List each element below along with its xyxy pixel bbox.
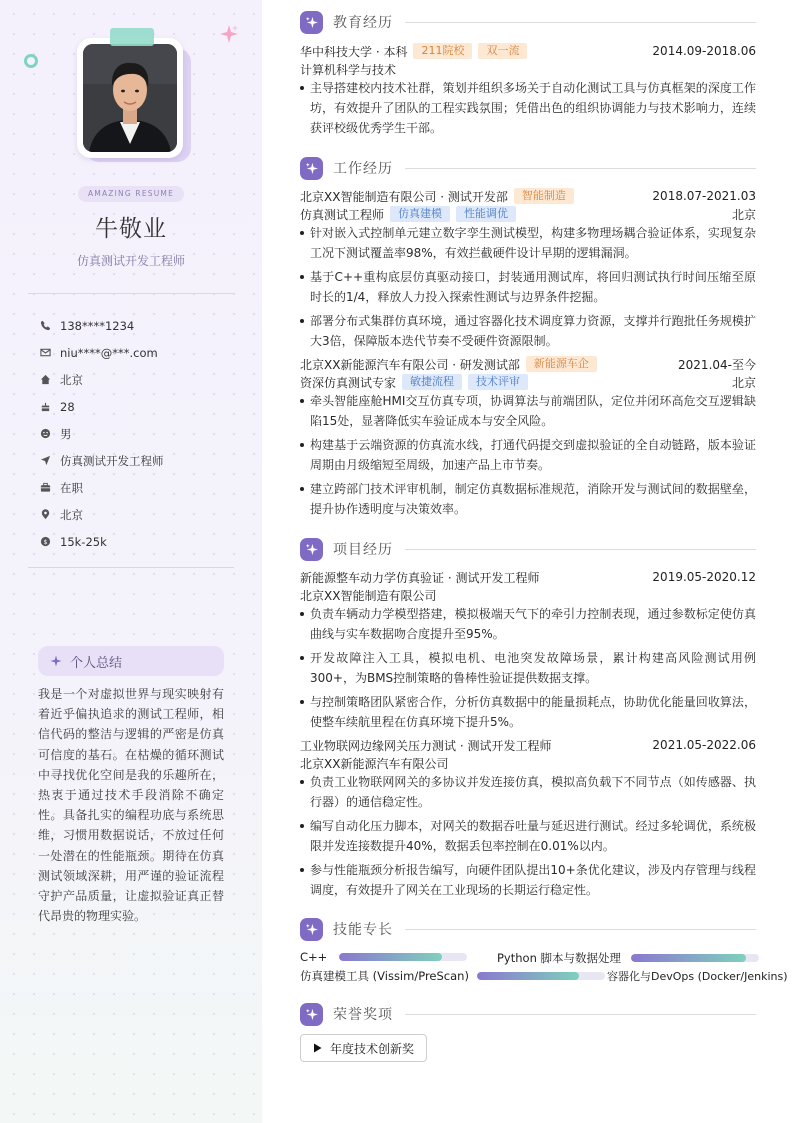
skill-item <box>607 968 788 984</box>
info-age <box>40 393 240 420</box>
summary-heading <box>38 646 224 676</box>
skill-bar <box>339 953 467 961</box>
section-title: 工作经历 <box>333 161 393 177</box>
skill-name: 容器化与DevOps (Docker/Jenkins) <box>607 970 788 983</box>
bullet-item: 构建基于云端资源的仿真流水线，打通代码提交到虚拟验证的全自动链路，版本验证周期由月级缩短至周级，加速产品上市节奏。 <box>300 435 756 475</box>
project-name: 新能源整车动力学仿真验证 · 测试开发工程师 <box>300 570 540 585</box>
job-bullets <box>300 391 756 523</box>
info-status <box>40 474 240 501</box>
education-bullets <box>300 78 756 142</box>
info-text: 仿真测试开发工程师 <box>60 453 164 468</box>
summary-text: 我是一个对虚拟世界与现实映射有着近乎偏执追求的测试工程师，相信代码的整洁与逻辑的严密是仿真可信度的基石。在枯燥的循环测试中寻找优化空间是我的乐趣所在，热衷于通过技术手段消除不确定性。具备扎实的编程功底与系统思维，习惯用数据说话，不放过任何一处潜在的性能瓶颈。期待在仿真测试领域深耕，用严谨的验证流程守护产品质量，让虚拟验证真正替代昂贵的物理实验。 <box>38 687 224 924</box>
bullet-item: 开发故障注入工具，模拟电机、电池突发故障场景，累计构建高风险测试用例300+，为BMS控制策略的鲁棒性验证提供数据支撑。 <box>300 648 756 688</box>
role-tag: 敏捷流程 <box>402 374 462 390</box>
info-email <box>40 339 240 366</box>
project-name: 工业物联网边缘网关压力测试 · 测试开发工程师 <box>300 738 552 753</box>
candidate-name: 牛敬业 <box>95 216 167 242</box>
bullet-item: 负责车辆动力学模型搭建，模拟极端天气下的牵引力控制表现，通过参数标定使仿真曲线与实车数据吻合度提升至95%。 <box>300 604 756 644</box>
bullet-item: 建立跨部门技术评审机制，制定仿真数据标准规范，消除开发与测试间的数据壁垒，提升协作透明度与决策效率。 <box>300 479 756 519</box>
job-city: 北京 <box>731 207 756 222</box>
section-honors <box>300 1002 756 1026</box>
sparkle-icon <box>300 157 323 180</box>
mail-icon <box>40 347 60 359</box>
bullet-item: 参与性能瓶颈分析报告编写，向硬件团队提出10+条优化建议，涉及内存管理与线程调度，有效提升了网关在工业现场的长期运行稳定性。 <box>300 860 756 900</box>
section-skills <box>300 917 756 941</box>
job-city: 北京 <box>731 375 756 390</box>
education-header <box>300 42 756 60</box>
project-date: 2021.05-2022.06 <box>652 738 756 752</box>
sparkle-icon <box>300 1003 323 1026</box>
skill-bar-fill <box>631 954 746 962</box>
bullet-item: 负责工业物联网网关的多协议并发连接仿真，模拟高负载下不同节点（如传感器、执行器）的通信稳定性。 <box>300 772 756 812</box>
honor-label: 年度技术创新奖 <box>330 1041 415 1056</box>
briefcase-icon <box>40 482 60 494</box>
sparkle-icon <box>50 655 62 667</box>
company-tag: 智能制造 <box>514 188 574 204</box>
section-education <box>300 10 756 34</box>
profile-photo <box>83 44 177 152</box>
job-role: 仿真测试工程师 <box>300 207 385 222</box>
decorative-ring-icon <box>24 54 38 68</box>
bullet-item: 部署分布式集群仿真环境，通过容器化技术调度算力资源，支撑并行跑批任务规模扩大3倍，保障版本迭代节奏不受硬件资源限制。 <box>300 311 756 351</box>
skill-item <box>300 968 605 984</box>
honor-item-button[interactable] <box>300 1034 427 1062</box>
role-tag: 仿真建模 <box>390 206 450 222</box>
resume-badge: AMAZING RESUME <box>78 186 184 202</box>
project-bullets <box>300 772 756 904</box>
job-date: 2021.04-至今 <box>678 357 756 372</box>
section-projects <box>300 537 756 561</box>
project-company-row <box>300 754 756 772</box>
project-header <box>300 568 756 586</box>
section-title: 教育经历 <box>333 15 393 31</box>
major: 计算机科学与技术 <box>300 62 397 77</box>
school-tag: 211院校 <box>413 43 472 59</box>
job-header <box>300 355 756 373</box>
info-text: 28 <box>60 399 75 414</box>
info-text: 北京 <box>60 372 83 387</box>
gender-icon <box>40 428 60 440</box>
info-text: 北京 <box>60 507 83 522</box>
school-tag: 双一流 <box>478 43 527 59</box>
skill-item <box>300 950 467 964</box>
bullet-item: 牵头智能座舱HMI交互仿真专项，协调算法与前端团队，定位并闭环高危交互逻辑缺陷15处，显著降低实车验证成本与安全风险。 <box>300 391 756 431</box>
bullet-item: 主导搭建校内技术社群，策划并组织多场关于自动化测试工具与仿真框架的深度工作坊，有效提升了团队的工程实践氛围；凭借出色的组织协调能力与技术影响力，连续获评校级优秀学生干部。 <box>300 78 756 138</box>
job-company: 北京XX智能制造有限公司 · 测试开发部 <box>300 189 508 204</box>
skill-item <box>497 950 759 966</box>
skill-bar <box>477 972 605 980</box>
phone-icon <box>40 320 60 332</box>
divider <box>28 293 234 294</box>
play-icon <box>313 1043 322 1053</box>
job-date: 2018.07-2021.03 <box>652 189 756 203</box>
company-tag: 新能源车企 <box>526 356 597 372</box>
project-bullets <box>300 604 756 736</box>
info-salary <box>40 528 240 555</box>
skill-bar-fill <box>477 972 579 980</box>
svg-text:$: $ <box>43 537 48 546</box>
project-company-row <box>300 586 756 604</box>
home-icon <box>40 374 60 386</box>
section-title: 技能专长 <box>333 922 393 938</box>
info-text: niu****@***.com <box>60 345 158 360</box>
project-date: 2019.05-2020.12 <box>652 570 756 584</box>
project-company: 北京XX智能制造有限公司 <box>300 588 437 603</box>
role-tag: 技术评审 <box>468 374 528 390</box>
job-role: 资深仿真测试专家 <box>300 375 397 390</box>
job-role-row <box>300 373 756 391</box>
avatar <box>77 38 189 160</box>
location-pin-icon <box>40 509 60 521</box>
section-title: 荣誉奖项 <box>333 1007 393 1023</box>
skill-name: 仿真建模工具 (Vissim/PreScan) <box>300 969 469 983</box>
section-work <box>300 156 756 180</box>
sparkle-icon <box>300 11 323 34</box>
project-header <box>300 736 756 754</box>
info-text: 男 <box>60 426 72 441</box>
salary-icon <box>40 536 60 548</box>
education-major-row <box>300 60 756 78</box>
summary-heading-label: 个人总结 <box>70 655 123 671</box>
section-title: 项目经历 <box>333 542 393 558</box>
info-text: 15k-25k <box>60 534 107 549</box>
role-tag: 性能调优 <box>456 206 516 222</box>
sparkle-icon <box>300 918 323 941</box>
project-company: 北京XX新能源汽车有限公司 <box>300 756 449 771</box>
education-date: 2014.09-2018.06 <box>652 44 756 58</box>
sparkle-icon <box>219 24 239 44</box>
divider <box>28 567 234 568</box>
candidate-title: 仿真测试开发工程师 <box>76 254 185 268</box>
bullet-item: 与控制策略团队紧密合作，分析仿真数据中的能量损耗点，协助优化能量回收算法，使整车续航里程在仿真环境下提升5%。 <box>300 692 756 732</box>
skill-bar-fill <box>339 953 441 961</box>
bullet-item: 针对嵌入式控制单元建立数字孪生测试模型，构建多物理场耦合验证体系，实现复杂工况下测试覆盖率98%，有效拦截硬件设计早期的逻辑漏洞。 <box>300 223 756 263</box>
job-bullets <box>300 223 756 355</box>
info-phone <box>40 312 240 339</box>
info-location <box>40 501 240 528</box>
sidebar <box>0 0 262 1123</box>
job-header <box>300 187 756 205</box>
send-icon <box>40 455 60 467</box>
skill-name: Python 脚本与数据处理 <box>497 951 622 965</box>
bullet-item: 编写自动化压力脚本，对网关的数据吞吐量与延迟进行测试。经过多轮调优，系统极限并发连接数提升40%，数据丢包率控制在0.01%以内。 <box>300 816 756 856</box>
sparkle-icon <box>300 538 323 561</box>
decorative-tape <box>110 28 154 46</box>
job-company: 北京XX新能源汽车有限公司 · 研发测试部 <box>300 357 520 372</box>
school-name: 华中科技大学 · 本科 <box>300 44 408 59</box>
info-text: 在职 <box>60 480 83 495</box>
job-role-row <box>300 205 756 223</box>
info-job-intent <box>40 447 240 474</box>
info-home <box>40 366 240 393</box>
info-text: 138****1234 <box>60 318 135 333</box>
contact-info-list <box>40 312 240 555</box>
cake-icon <box>40 401 60 413</box>
info-gender <box>40 420 240 447</box>
bullet-item: 基于C++重构底层仿真驱动接口，封装通用测试库，将回归测试执行时间压缩至原时长的1/4，释放人力投入探索性测试与边界条件挖掘。 <box>300 267 756 307</box>
skill-name: C++ <box>300 950 328 964</box>
skill-bar <box>631 954 759 962</box>
